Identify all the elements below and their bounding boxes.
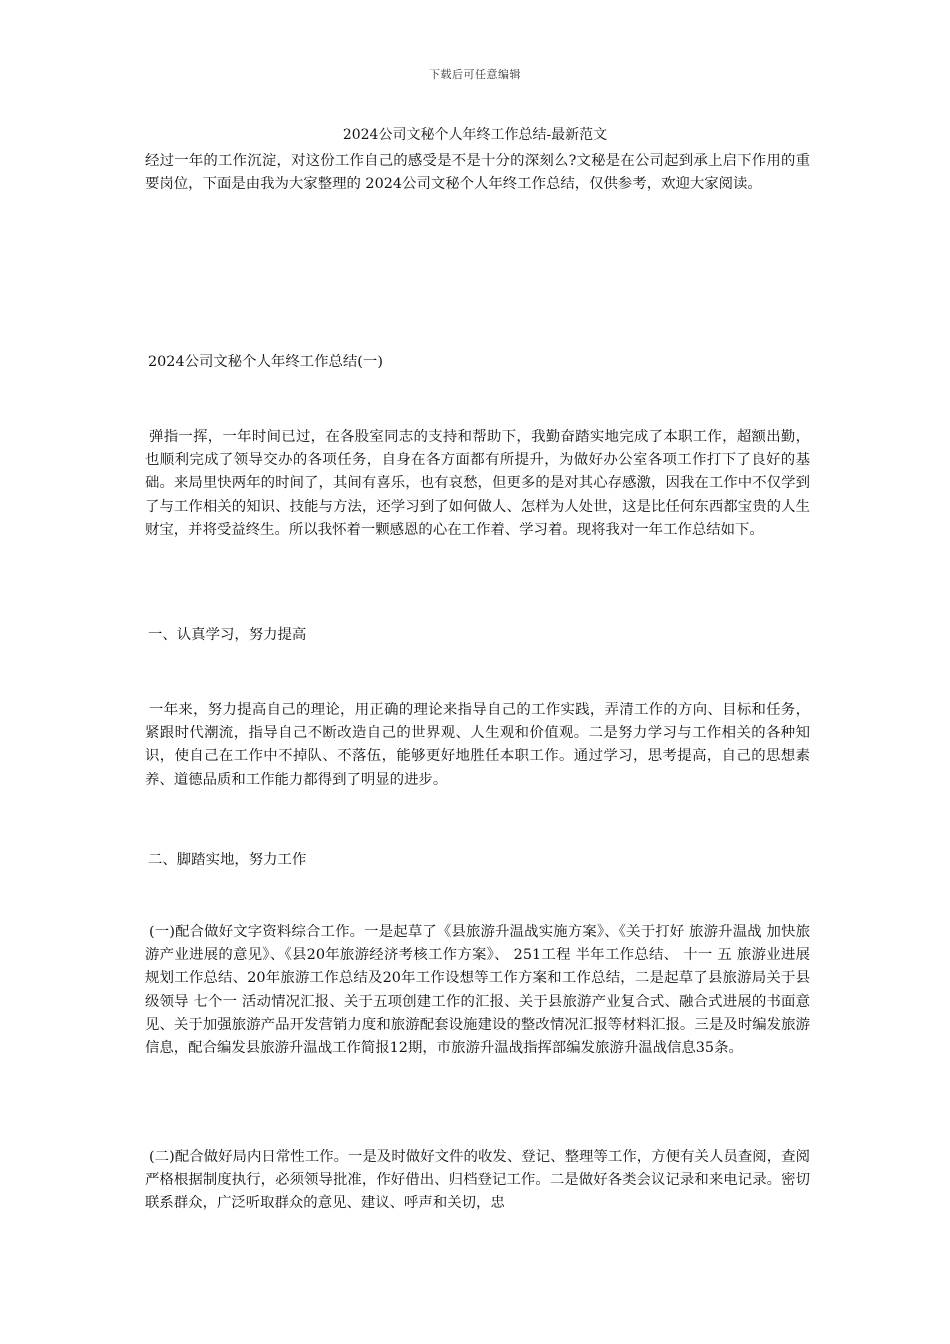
heading-2: 二、脚踏实地，努力工作 — [148, 852, 307, 868]
paragraph-4: (二)配合做好局内日常性工作。一是及时做好文件的收发、登记、整理等工作，方便有关人员查阅，查阅严格根据制度执行，必须领导批准，作好借出、归档登记工作。二是做好各类会议记录和来电记录。密切联系群众，广泛听取群众的意见、建议、呼声和关切，忠 — [145, 1149, 810, 1212]
paragraph-3: (一)配合做好文字资料综合工作。一是起草了《县旅游升温战实施方案》、《关于打好 旅游升温战 加快旅游产业进展的意见》、《县20年旅游经济考核工作方案》、 251工程 半年工作总结、 十一 五 旅游业进展规划工作总结、20年旅游工作总结及20年工作设想等工作方案和工作总结，二是起草了县旅游局关于县级领导 七个一 活动情况汇报、关于五项创建工作的汇报、关于县旅游产业复合式、融合式进展的书面意见、关于加强旅游产品开发营销力度和旅游配套设施建设的整改情况汇报等材料汇报。三是及时编发旅游信息，配合编发县旅游升温战工作简报12期，市旅游升温战指挥部编发旅游升温战信息35条。 — [145, 924, 810, 1057]
heading-1: 一、认真学习，努力提高 — [148, 627, 307, 643]
paragraph-1: 弹指一挥，一年时间已过，在各股室同志的支持和帮助下，我勤奋踏实地完成了本职工作，超额出勤，也顺利完成了领导交办的各项任务，自身在各方面都有所提升，为做好办公室各项工作打下了良好的基础。来局里快两年的时间了，其间有喜乐，也有哀愁，但更多的是对其心存感激，因我在工作中不仅学到了与工作相关的知识、技能与方法，还学习到了如何做人、怎样为人处世，这是比任何东西都宝贵的人生财宝，并将受益终生。所以我怀着一颗感恩的心在工作着、学习着。现将我对一年工作总结如下。 — [145, 429, 810, 538]
paragraph-2: 一年来，努力提高自己的理论，用正确的理论来指导自己的工作实践，弄清工作的方向、目标和任务，紧跟时代潮流，指导自己不断改造自己的世界观、人生观和价值观。二是努力学习与工作相关的各种知识，使自己在工作中不掉队、不落伍，能够更好地胜任本职工作。通过学习，思考提高，自己的思想素养、道德品质和工作能力都得到了明显的进步。 — [145, 702, 810, 788]
section-title: 2024公司文秘个人年终工作总结(一) — [148, 354, 383, 370]
intro-paragraph: 经过一年的工作沉淀，对这份工作自己的感受是不是十分的深刻么?文秘是在公司起到承上启下作用的重要岗位，下面是由我为大家整理的 2024公司文秘个人年终工作总结，仅供参考，欢迎大家阅读。 — [145, 153, 810, 193]
document-title: 2024公司文秘个人年终工作总结-最新范文 — [342, 127, 608, 143]
header-note: 下载后可任意编辑 — [429, 68, 521, 81]
